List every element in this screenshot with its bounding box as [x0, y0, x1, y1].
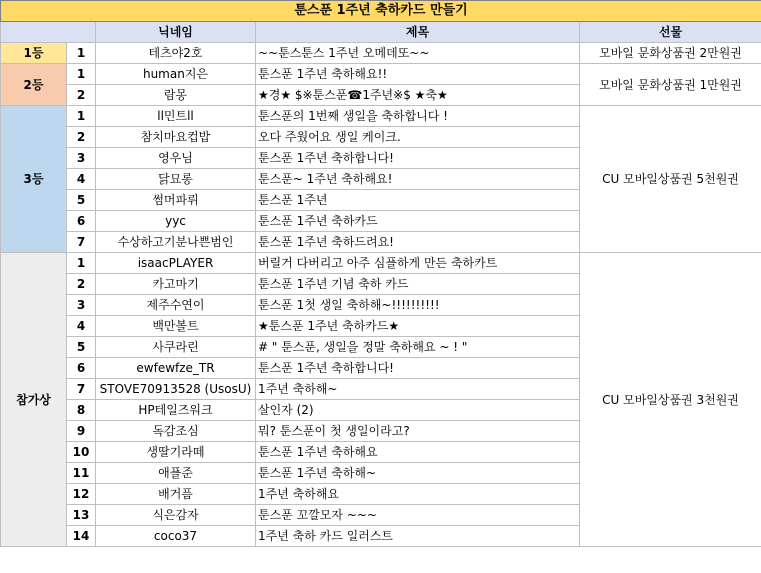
entry-subject: 툰스푼 1주년 — [256, 190, 580, 211]
entry-subject: 1주년 축하해요 — [256, 484, 580, 505]
entry-subject: 툰스푼 1주년 축하해요 — [256, 442, 580, 463]
entry-nickname: 람몽 — [96, 85, 256, 106]
entry-number: 1 — [67, 64, 96, 85]
entry-nickname: human지은 — [96, 64, 256, 85]
entry-nickname: ewfewfze_TR — [96, 358, 256, 379]
entry-subject: 뭐? 툰스푼이 첫 생일이라고? — [256, 421, 580, 442]
rank-label: 2등 — [1, 64, 67, 106]
entry-number: 2 — [67, 127, 96, 148]
entry-subject: 툰스푼 1주년 기념 축하 카드 — [256, 274, 580, 295]
header-row — [1, 22, 761, 43]
entry-subject: 툰스푼 1주년 축하합니다! — [256, 148, 580, 169]
entry-subject: 버릴거 다버리고 아주 심플하게 만든 축하카트 — [256, 253, 580, 274]
entry-number: 7 — [67, 232, 96, 253]
entry-subject: ~~툰스툰스 1주년 오메데또~~ — [256, 43, 580, 64]
entry-number: 13 — [67, 505, 96, 526]
entry-nickname: coco37 — [96, 526, 256, 547]
entry-number: 2 — [67, 85, 96, 106]
rank-label: 참가상 — [1, 253, 67, 547]
entry-subject: 툰스푼의 1번째 생일을 축하합니다 ! — [256, 106, 580, 127]
entry-nickname: 참치마요컵밥 — [96, 127, 256, 148]
entry-subject: 1주년 축하해~ — [256, 379, 580, 400]
entry-nickname: 제주수연이 — [96, 295, 256, 316]
entry-nickname: 배거픔 — [96, 484, 256, 505]
entry-number: 8 — [67, 400, 96, 421]
entry-subject: 툰스푼 1주년 축하카드 — [256, 211, 580, 232]
entry-number: 1 — [67, 106, 96, 127]
entry-nickname: 영우님 — [96, 148, 256, 169]
entry-nickname: 카고마기 — [96, 274, 256, 295]
prize-label: CU 모바일상품권 3천원권 — [580, 253, 761, 547]
header-nickname: 닉네임 — [96, 22, 256, 43]
entry-nickname: 애플준 — [96, 463, 256, 484]
entry-nickname: 식은감자 — [96, 505, 256, 526]
entry-nickname: ll민트ll — [96, 106, 256, 127]
entry-number: 10 — [67, 442, 96, 463]
entry-number: 3 — [67, 295, 96, 316]
entry-subject: 툰스푼 꼬깔모자 ~~~ — [256, 505, 580, 526]
entry-subject: ★툰스푼 1주년 축하카드★ — [256, 316, 580, 337]
entry-nickname: yyc — [96, 211, 256, 232]
entry-subject: 툰스푼 1첫 생일 축하해~!!!!!!!!!! — [256, 295, 580, 316]
entry-number: 4 — [67, 169, 96, 190]
title-row — [1, 1, 761, 22]
header-blank — [1, 22, 96, 43]
prize-label: CU 모바일상품권 5천원권 — [580, 106, 761, 253]
entry-number: 5 — [67, 190, 96, 211]
entry-number: 2 — [67, 274, 96, 295]
entry-number: 14 — [67, 526, 96, 547]
entry-number: 6 — [67, 211, 96, 232]
entry-nickname: 독감조심 — [96, 421, 256, 442]
entry-nickname: 썸머파뤼 — [96, 190, 256, 211]
header-prize: 선물 — [580, 22, 761, 43]
prize-label: 모바일 문화상품권 2만원권 — [580, 43, 761, 64]
entry-nickname: 생딸기라떼 — [96, 442, 256, 463]
entry-subject: 툰스푼 1주년 축하드려요! — [256, 232, 580, 253]
entry-nickname: 수상하고기분나쁜범인 — [96, 232, 256, 253]
table-row — [1, 64, 761, 85]
entry-nickname: 사쿠라린 — [96, 337, 256, 358]
entry-number: 9 — [67, 421, 96, 442]
rank-label: 3등 — [1, 106, 67, 253]
entry-number: 4 — [67, 316, 96, 337]
table-row — [1, 106, 761, 127]
entry-subject: 툰스푼 1주년 축하합니다! — [256, 358, 580, 379]
table-row — [1, 43, 761, 64]
table-row — [1, 253, 761, 274]
entry-number: 7 — [67, 379, 96, 400]
entry-nickname: 백만볼트 — [96, 316, 256, 337]
entry-subject: 살인자 (2) — [256, 400, 580, 421]
entry-number: 11 — [67, 463, 96, 484]
rank-label: 1등 — [1, 43, 67, 64]
page-title: 툰스푼 1주년 축하카드 만들기 — [1, 1, 761, 22]
entry-subject: 툰스푼~ 1주년 축하해요! — [256, 169, 580, 190]
entry-nickname: isaacPLAYER — [96, 253, 256, 274]
entry-nickname: 테츠야2호 — [96, 43, 256, 64]
entry-nickname: 닭묘롱 — [96, 169, 256, 190]
prize-label: 모바일 문화상품권 1만원권 — [580, 64, 761, 106]
entry-number: 1 — [67, 43, 96, 64]
entry-subject: 오다 주웠어요 생일 케이크. — [256, 127, 580, 148]
entry-subject: ★경★ $※툰스푼☎1주년※$ ★축★ — [256, 85, 580, 106]
entry-nickname: STOVE70913528 (UsosU) — [96, 379, 256, 400]
entry-subject: 툰스푼 1주년 축하해~ — [256, 463, 580, 484]
header-subject: 제목 — [256, 22, 580, 43]
entry-number: 1 — [67, 253, 96, 274]
entry-number: 3 — [67, 148, 96, 169]
entry-number: 6 — [67, 358, 96, 379]
entry-subject: 툰스푼 1주년 축하해요!! — [256, 64, 580, 85]
entry-number: 12 — [67, 484, 96, 505]
entry-nickname: HP테일즈워크 — [96, 400, 256, 421]
entry-number: 5 — [67, 337, 96, 358]
entry-subject: # " 툰스푼, 생일을 정말 축하해요 ~ ! " — [256, 337, 580, 358]
entry-subject: 1주년 축하 카드 일러스트 — [256, 526, 580, 547]
